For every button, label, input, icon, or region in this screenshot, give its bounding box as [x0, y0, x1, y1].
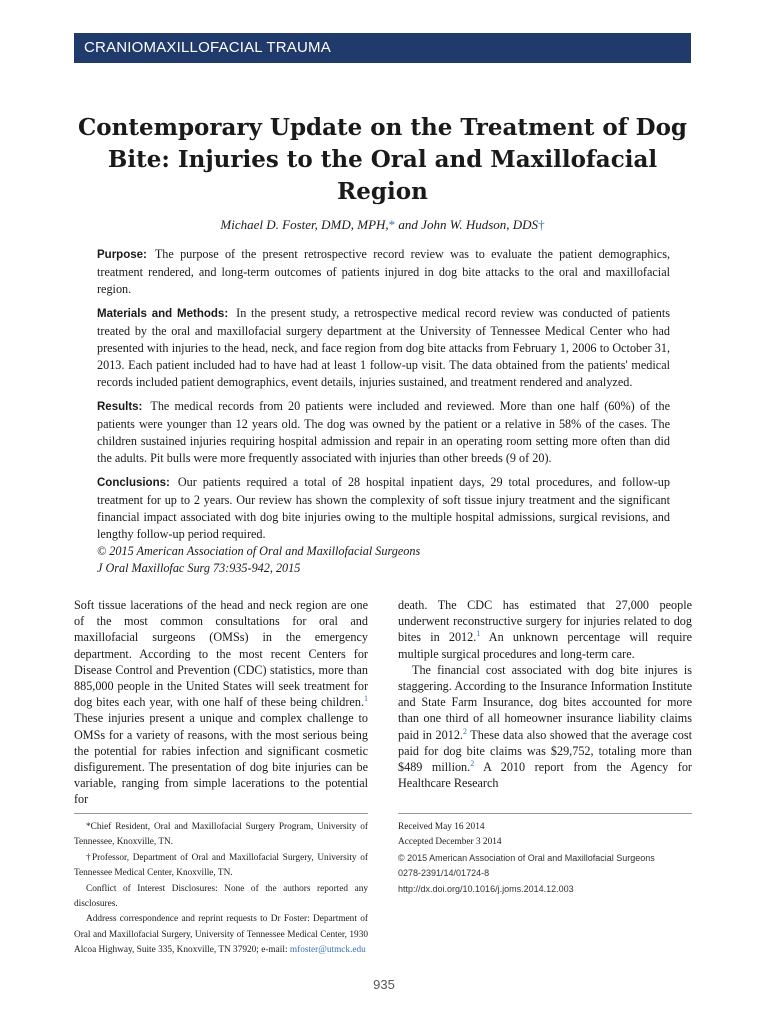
author-2: John W. Hudson, DDS	[421, 217, 539, 232]
abstract-conclusions	[97, 474, 670, 543]
footnote-copyright: © 2015 American Association of Oral and Maxillofacial Surgeons	[398, 852, 655, 863]
article-title: Contemporary Update on the Treatment of Dog Bite: Injuries to the Oral and Maxillofacial Region	[78, 114, 687, 205]
body-text: These data also showed that the average cost paid for dog bite claims was $29,752, totaling more than $489 million.	[398, 727, 692, 775]
abstract-copyright: © 2015 American Association of Oral and Maxillofacial Surgeons	[97, 544, 421, 558]
author-1: Michael D. Foster, DMD, MPH,	[220, 217, 389, 232]
footnote-address	[74, 912, 368, 958]
results-label: Results:	[97, 401, 143, 413]
body-text: A 2010 report from the Agency for Healthcare Research	[398, 760, 692, 791]
footnote-disclosures: Conflict of Interest Disclosures: None of the authors reported any disclosures.	[74, 883, 368, 910]
footnotes-left	[74, 820, 368, 959]
body-text: These injuries present a unique and complex challenge to OMSs for a variety of reasons, with the most serious being the potential for rabies infection and significant cosmetic disfigurement. The presentation of dog bite injuries can be variable, ranging from simple lacerations to the potential for	[74, 711, 368, 807]
body-text: Soft tissue lacerations of the head and neck region are one of the most common consultations for oral and maxillofacial surgeons (OMSs) in the emergency department. According to the most recent Centers for Disease Control and Prevention (CDC) statistics, more than 885,000 people in the United States will seek treatment for dog bites each year, with one half of these being children.	[74, 598, 368, 710]
reference-link[interactable]: 2	[470, 758, 475, 768]
footnote-received: Received May 16 2014	[398, 822, 485, 832]
doi-link[interactable]: http://dx.doi.org/10.1016/j.joms.2014.12.003	[398, 883, 574, 894]
body-text: The financial cost associated with dog bite injures is staggering. According to the Insurance Information Institute and State Farm Insurance, dog bites accounted for more than one third of all homeowner insurance liability claims paid in 2012.	[398, 662, 692, 742]
body-paragraph	[398, 597, 692, 662]
footnotes-right	[398, 820, 692, 897]
footnote-divider-left	[74, 813, 368, 814]
email-link[interactable]: mfoster@utmck.edu	[289, 945, 366, 956]
section-banner	[74, 33, 691, 63]
purpose-text: The purpose of the present retrospective record review was to evaluate the patient demographics, treatment rendered, and long-term outcomes of patients injured in dog bite attacks to the oral and maxillofacial region.	[97, 247, 670, 296]
conclusions-text: Our patients required a total of 28 hospital inpatient days, 29 total procedures, and follow-up treatment for up to 2 years. Our review has shown the complexity of soft tissue injury treatment and the significant financial impact associated with dog bite injuries owing to the multiple hospital admissions, surgical revisions, and lengthy follow-up period required.	[97, 475, 670, 541]
purpose-label: Purpose:	[97, 249, 147, 261]
author-line	[74, 217, 691, 233]
footnote-divider-right	[398, 813, 692, 814]
footnote-affiliation-2: †Professor, Department of Oral and Maxillofacial Surgery, University of Tennessee Medical Center, Knoxville, TN.	[74, 852, 368, 879]
author-and: and	[395, 217, 422, 232]
abstract-methods	[97, 305, 670, 391]
author-1-mark[interactable]: *	[388, 217, 396, 232]
body-paragraph	[398, 662, 692, 792]
page-number: 935	[373, 977, 395, 992]
results-text: The medical records from 20 patients were included and reviewed. More than one half (60%) of the patients were younger than 12 years old. The dog was owned by the patient or a relative in 58% of the cases. The children sustained injuries requiring hospital admission and repair in an operating room setting more often than did the adults. Pit bulls were more frequently associated with injuries than other breeds (9 of 20).	[97, 399, 670, 465]
body-text: death. The CDC has estimated that 27,000 people underwent reconstructive surgery for injuries related to dog bites in 2012.	[398, 598, 692, 645]
footnote-issn: 0278-2391/14/01724-8	[398, 868, 490, 879]
reference-link[interactable]: 1	[364, 694, 368, 704]
body-text: An unknown percentage will require multiple surgical procedures and long-term care.	[398, 630, 693, 661]
abstract-results	[97, 398, 670, 467]
section-label: CRANIOMAXILLOFACIAL TRAUMA	[84, 39, 331, 56]
abstract	[97, 246, 670, 577]
abstract-citation: J Oral Maxillofac Surg 73:935-942, 2015	[97, 561, 301, 575]
author-2-mark[interactable]: †	[538, 217, 545, 232]
conclusions-label: Conclusions:	[97, 477, 170, 489]
reference-link[interactable]: 2	[462, 726, 467, 736]
body-paragraph	[74, 597, 368, 808]
body-column-right	[398, 597, 692, 791]
reference-link[interactable]: 1	[476, 629, 481, 639]
address-text: Address correspondence and reprint requests to Dr Foster: Department of Oral and Maxillofacial Surgery, University of Tennessee Medical Center, 1930 Alcoa Highway, Suite 335, Knoxville, TN 37920; e-mail:	[74, 914, 368, 956]
footnote-affiliation-1: *Chief Resident, Oral and Maxillofacial Surgery Program, University of Tennessee, Knoxville, TN.	[74, 822, 368, 848]
abstract-purpose	[97, 246, 670, 298]
body-column-left	[74, 597, 368, 808]
methods-label: Materials and Methods:	[97, 308, 229, 320]
footnote-accepted: Accepted December 3 2014	[398, 837, 502, 848]
methods-text: In the present study, a retrospective medical record review was conducted of patients treated by the oral and maxillofacial surgery department at the University of Tennessee Medical Center who had presented with injuries to the head, neck, and face region from dog bite attacks from February 1, 2006 to October 31, 2013. Each patient included had to have had at least 1 follow-up visit. The data obtained from the patients' medical records included patient demographics, event details, injuries sustained, and treatment rendered and analyzed.	[97, 306, 670, 389]
